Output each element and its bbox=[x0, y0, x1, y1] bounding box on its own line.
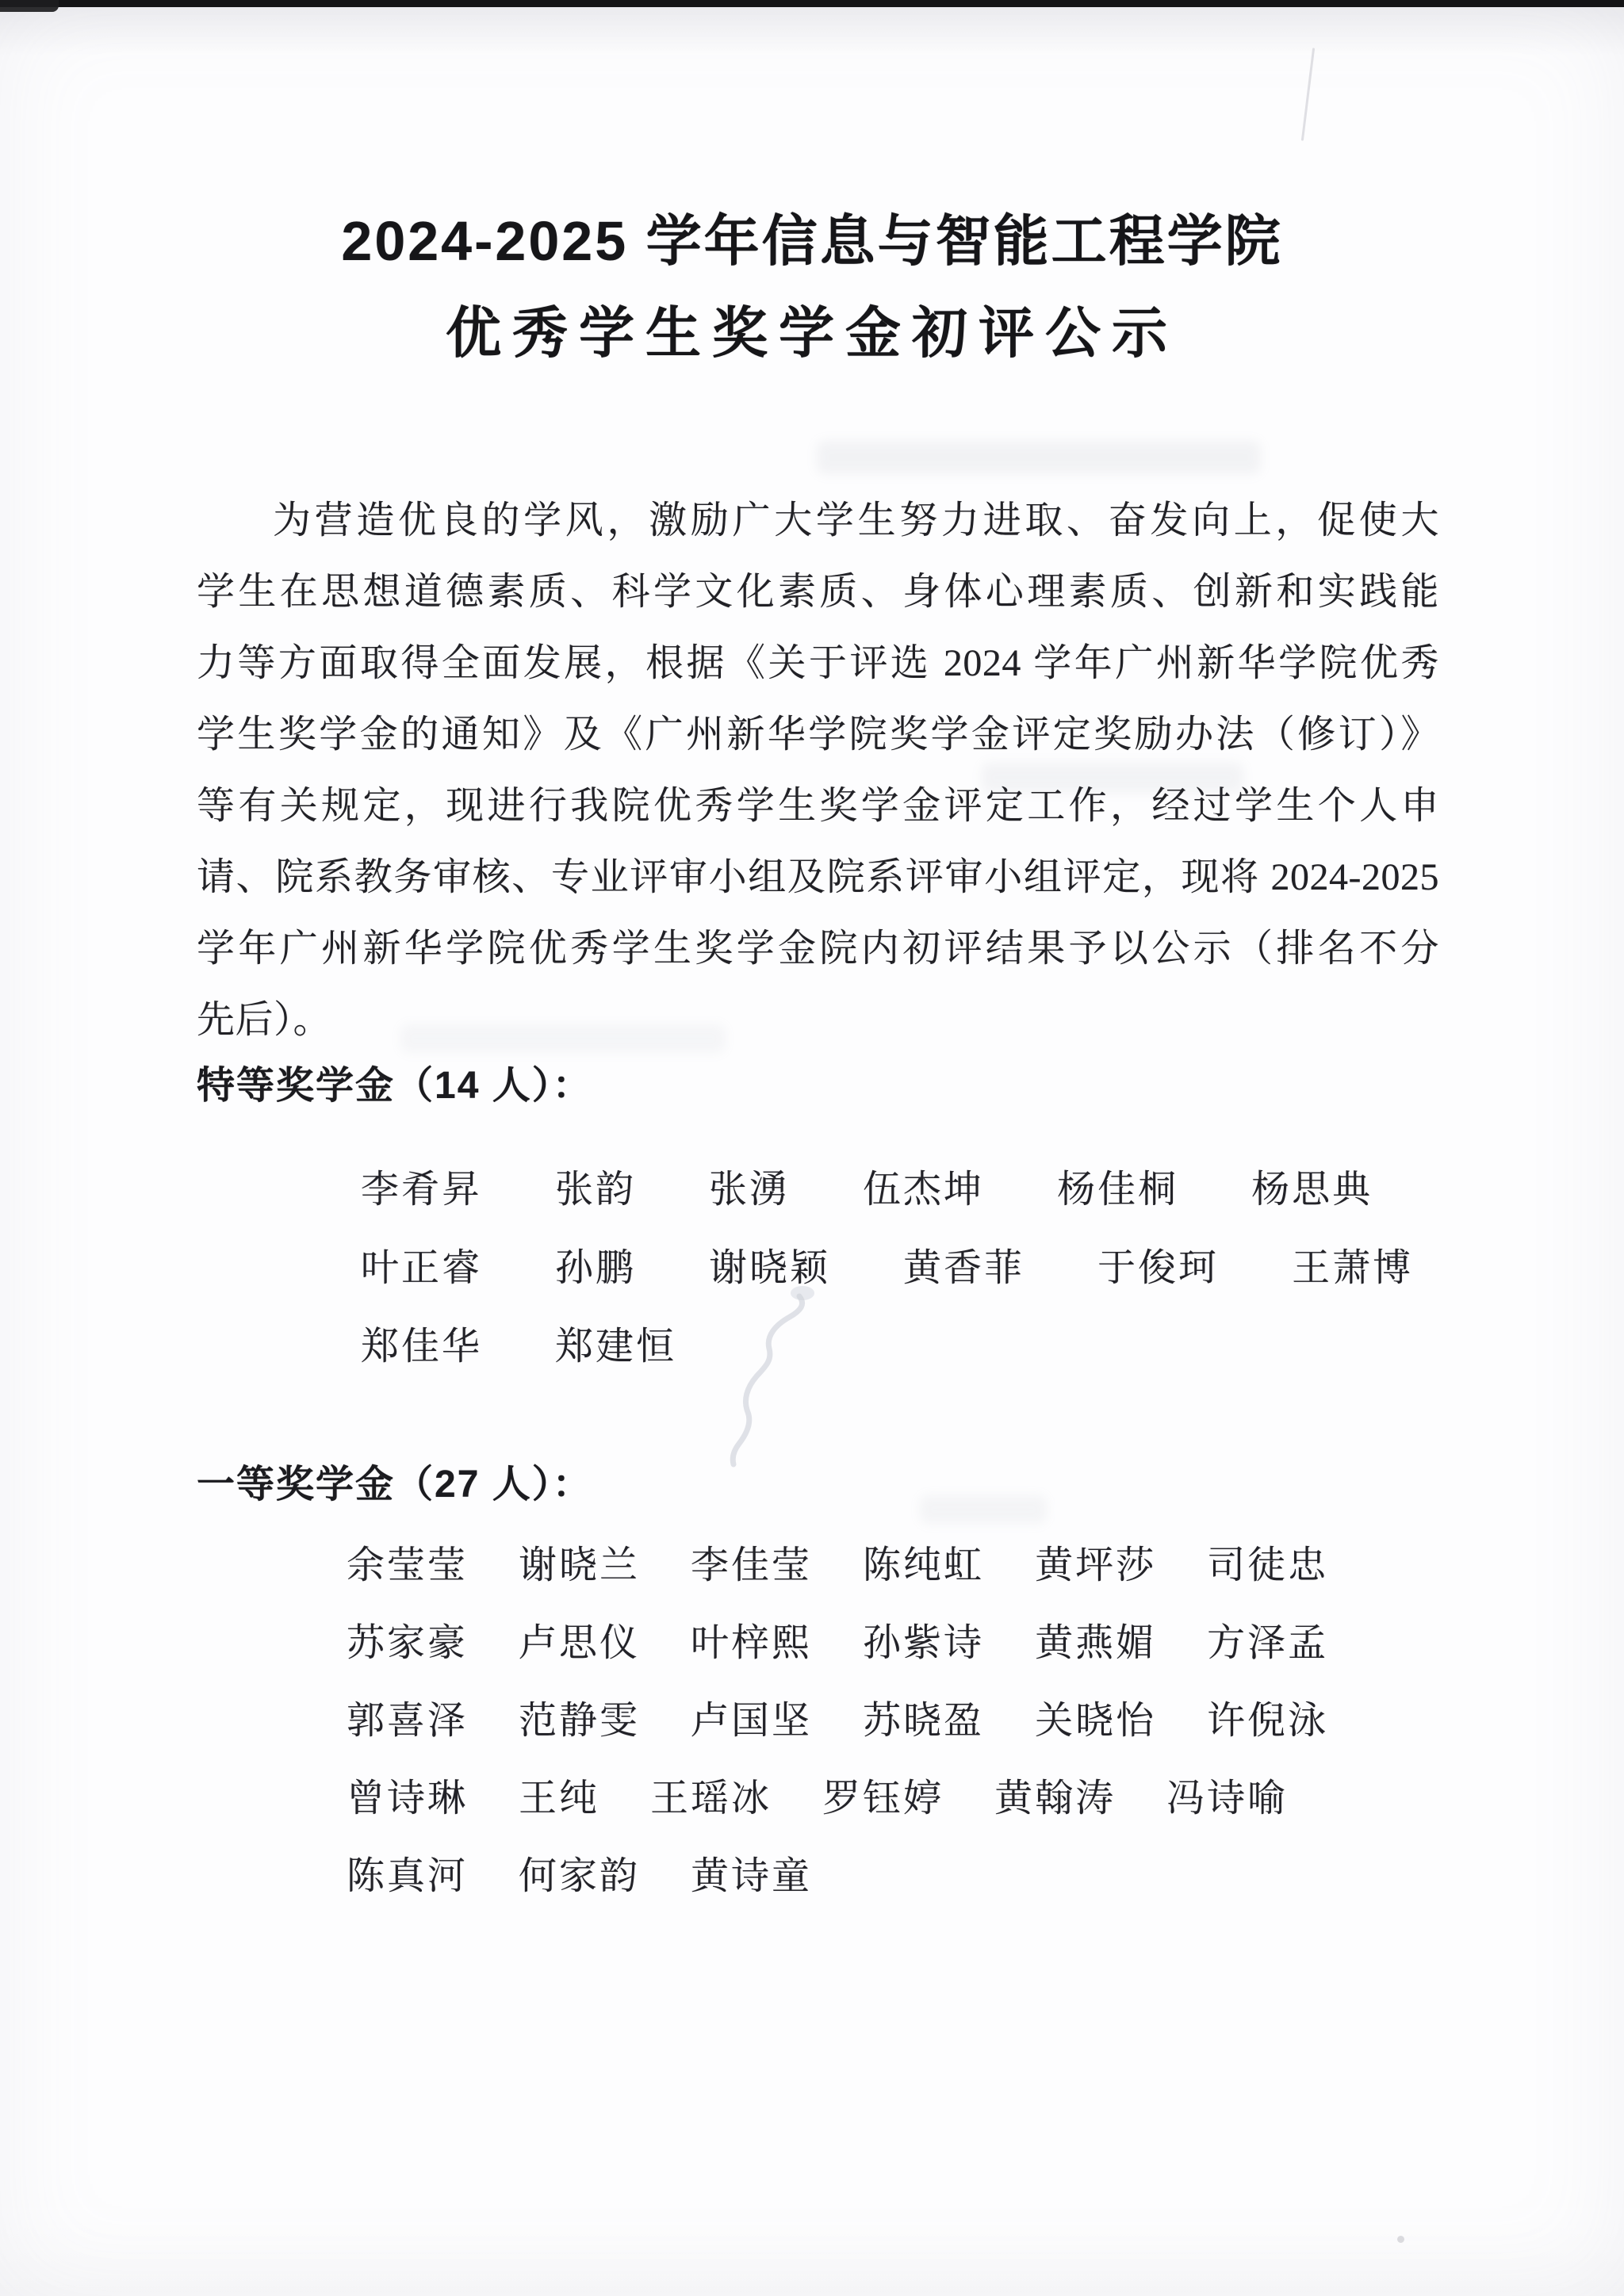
student-name: 张韵 bbox=[555, 1169, 637, 1211]
student-name: 陈真河 bbox=[347, 1854, 469, 1897]
student-name: 李肴昇 bbox=[361, 1169, 483, 1211]
scan-dot-artifact bbox=[1397, 2236, 1404, 2243]
ink-bleed-artifact bbox=[920, 1495, 1047, 1524]
student-name-row bbox=[347, 1755, 1328, 1833]
student-name: 王瑶冰 bbox=[650, 1777, 772, 1820]
student-name: 于俊珂 bbox=[1097, 1247, 1220, 1289]
paragraph-line: 力等方面取得全面发展，根据《关于评选 2024 学年广州新华学院优秀 bbox=[197, 642, 1439, 684]
paragraph-line: 等有关规定，现进行我院优秀学生奖学金评定工作，经过学生个人申 bbox=[197, 785, 1439, 827]
student-name: 卢国坚 bbox=[691, 1699, 813, 1742]
student-name-row bbox=[347, 1678, 1328, 1755]
section-heading-first-award: 一等奖学金（27 人）： bbox=[197, 1464, 592, 1506]
student-name: 叶正睿 bbox=[361, 1247, 483, 1289]
student-name-row bbox=[347, 1600, 1328, 1678]
student-name: 关晓怡 bbox=[1035, 1699, 1157, 1742]
student-name: 孙紫诗 bbox=[863, 1621, 985, 1664]
student-name: 杨佳桐 bbox=[1057, 1169, 1179, 1211]
student-name: 许倪泳 bbox=[1207, 1699, 1329, 1742]
student-name: 余莹莹 bbox=[347, 1544, 469, 1586]
student-name: 司徒忠 bbox=[1207, 1544, 1329, 1586]
student-name: 叶梓熙 bbox=[691, 1621, 813, 1664]
student-name: 苏晓盈 bbox=[863, 1699, 985, 1742]
student-name: 郑佳华 bbox=[361, 1326, 483, 1368]
student-name: 曾诗琳 bbox=[347, 1777, 469, 1820]
document-title bbox=[0, 208, 1624, 366]
name-list-first-award bbox=[347, 1522, 1328, 1911]
section-heading-special-award: 特等奖学金（14 人）： bbox=[197, 1065, 592, 1107]
intro-paragraph bbox=[197, 485, 1439, 1056]
student-name: 伍杰坤 bbox=[863, 1169, 985, 1211]
document-title-line-1: 2024-2025 学年信息与智能工程学院 bbox=[341, 210, 1283, 272]
scan-top-edge-artifact bbox=[0, 0, 1624, 7]
student-name: 黄翰涛 bbox=[994, 1777, 1116, 1820]
student-name: 谢晓兰 bbox=[519, 1544, 641, 1586]
student-name: 李佳莹 bbox=[691, 1544, 813, 1586]
student-name: 谢晓颖 bbox=[709, 1247, 831, 1289]
student-name-row bbox=[361, 1225, 1413, 1303]
paragraph-line: 学年广州新华学院优秀学生奖学金院内初评结果予以公示（排名不分 bbox=[197, 928, 1439, 970]
student-name: 杨思典 bbox=[1251, 1169, 1373, 1211]
student-name: 方泽孟 bbox=[1207, 1621, 1329, 1664]
student-name: 冯诗喻 bbox=[1166, 1777, 1289, 1820]
student-name: 何家韵 bbox=[519, 1854, 641, 1897]
student-name: 黄诗童 bbox=[691, 1854, 813, 1897]
student-name: 张湧 bbox=[709, 1169, 791, 1211]
student-name: 孙鹏 bbox=[555, 1247, 637, 1289]
student-name-row bbox=[347, 1833, 1328, 1911]
student-name: 王纯 bbox=[519, 1777, 600, 1820]
paragraph-line: 请、院系教务审核、专业评审小组及院系评审小组评定，现将 2024-2025 bbox=[197, 856, 1439, 898]
student-name-row bbox=[361, 1146, 1413, 1225]
scan-corner-artifact bbox=[0, 0, 59, 12]
student-name-row bbox=[361, 1303, 1413, 1382]
student-name: 黄香菲 bbox=[903, 1247, 1025, 1289]
paragraph-line: 学生在思想道德素质、科学文化素质、身体心理素质、创新和实践能 bbox=[197, 571, 1439, 613]
paragraph-line: 学生奖学金的通知》及《广州新华学院奖学金评定奖励办法（修订）》 bbox=[197, 714, 1439, 756]
student-name: 郑建恒 bbox=[555, 1326, 677, 1368]
student-name-row bbox=[347, 1522, 1328, 1600]
student-name: 罗钰婷 bbox=[822, 1777, 944, 1820]
ink-bleed-artifact bbox=[817, 441, 1261, 474]
name-list-special-award bbox=[361, 1146, 1413, 1382]
student-name: 苏家豪 bbox=[347, 1621, 469, 1664]
student-name: 王萧博 bbox=[1292, 1247, 1414, 1289]
student-name: 郭喜泽 bbox=[347, 1699, 469, 1742]
student-name: 黄燕媚 bbox=[1035, 1621, 1157, 1664]
scan-diagonal-artifact bbox=[1301, 48, 1315, 140]
document-title-line-2: 优秀学生奖学金初评公示 bbox=[446, 302, 1178, 364]
paragraph-line: 为营造优良的学风，激励广大学生努力进取、奋发向上，促使大 bbox=[273, 499, 1439, 541]
student-name: 范静雯 bbox=[519, 1699, 641, 1742]
student-name: 陈纯虹 bbox=[863, 1544, 985, 1586]
student-name: 卢思仪 bbox=[519, 1621, 641, 1664]
student-name: 黄坪莎 bbox=[1035, 1544, 1157, 1586]
paragraph-line: 先后）。 bbox=[197, 999, 332, 1041]
